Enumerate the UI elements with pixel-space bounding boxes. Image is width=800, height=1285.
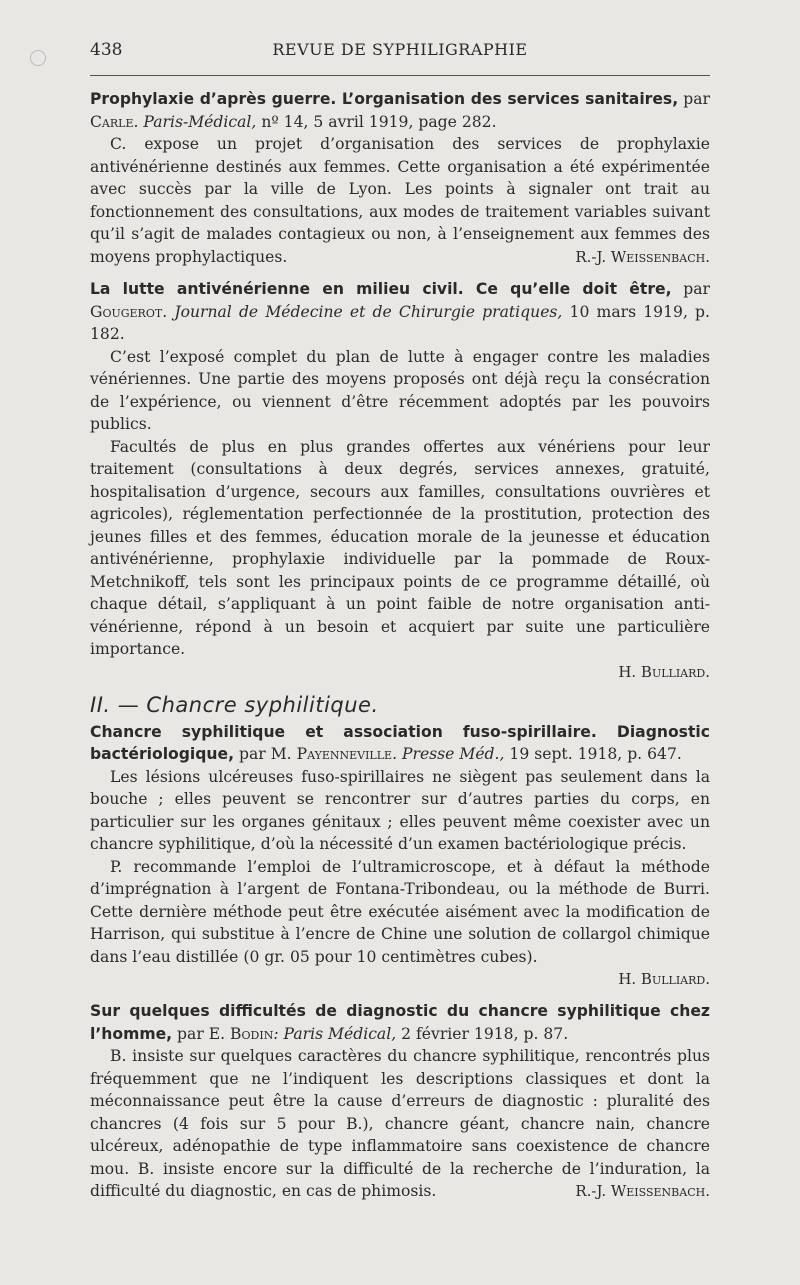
review-entry — [90, 88, 710, 268]
running-title: REVUE DE SYPHILIGRAPHIE — [272, 40, 528, 59]
entry-signature: H. Bulliard. — [618, 662, 710, 681]
entry-paragraph: Les lésions ulcéreuses fuso-spirillaires ne siègent pas seulement dans la bouche ; elles peuvent se rencontrer sur d’autres parties du corps, en particulier sur les organes génitaux ; elles peuvent même coexister avec un chancre syphilitique, d’où la nécessité d’un examen bactériologique précis. — [90, 767, 710, 853]
review-entry — [90, 278, 710, 683]
entry-paragraph: Facultés de plus en plus grandes offertes aux vénériens pour leur traitement (consultations à deux degrés, services annexes, gratuité, hospitalisation d’urgence, secours aux familles, consultations ouvrières et agricoles), réglementation perfectionnée de la prostitution, protection des jeunes filles et des femmes, éducation morale de la jeunesse et éducation antivénérienne, prophylaxie individuelle par la pommade de Roux-Metchnikoff, tels sont les principaux points de ce programme détaillé, où chaque détail, s’appliquant à un point faible de notre organisation anti-vénérienne, répond à un besoin et acquiert par suite une particulière importance. — [90, 437, 710, 658]
entry-by: par — [671, 280, 710, 298]
entry-title: Chancre syphilitique et association fuso-spirillaire. Diagnostic bactériologique, — [90, 722, 710, 763]
entry-by: par E. — [172, 1024, 231, 1043]
entry-citation — [90, 88, 710, 133]
header-rule — [90, 75, 710, 76]
entry-author: Payenneville — [296, 745, 393, 763]
entry-author: Gougerot — [90, 302, 163, 321]
entry-signature: R.-J. Weissenbach. — [575, 1182, 710, 1200]
section-heading: II. — Chancre syphilitique. — [90, 692, 379, 717]
entry-paragraph-text: B. insiste sur quelques caractères du chancre syphilitique, rencontrés plus fréquemment que ne l’indiquent les descriptions classiques et dont la méconnaissance peut être la cause d’erreurs de diagnostic : pluralité des chancres (4 fois sur 5 pour B.), chancre géant, chancre nain, chancre ulcéreux, adénopathie de type inflammatoire sans coexistence de chancre mou. B. insiste encore sur la difficulté de la recherche de l’induration, la difficulté du diagnostic, en cas de phimosis. — [90, 1047, 710, 1200]
entry-signature: R.-J. Weissenbach. — [575, 247, 710, 266]
entry-details: 19 sept. 1918, p. 647. — [504, 745, 682, 763]
entry-paragraph: P. recommande l’emploi de l’ultramicroscope, et à défaut la méthode d’imprégnation à l’argent de Fontana-Tribondeau, ou la méthode de Burri. Cette dernière méthode peut être exécutée aisément avec la modification de Harrison, qui substitue à l’encre de Chine une solution de collargol chimique dans l’eau distillée (0 gr. 05 pour 10 centimètres cubes). — [90, 857, 710, 966]
entry-title: Sur quelques difficultés de diagnostic du chancre syphilitique chez l’homme, — [90, 1002, 710, 1043]
entry-source: : Paris Médical, — [273, 1024, 397, 1043]
entry-details: nº 14, 5 avril 1919, page 282. — [256, 112, 497, 131]
page-number: 438 — [90, 40, 123, 60]
page-header — [90, 40, 710, 64]
entry-paragraph: C’est l’exposé complet du plan de lutte à engager contre les maladies vénériennes. Une partie des moyens proposés ont déjà reçu la consécration de l’expérience, ou viennent d’être récemment adoptés par les pouvoirs publics. — [90, 347, 710, 433]
entry-source: . Paris-Médical, — [133, 112, 257, 131]
review-entry — [90, 1000, 710, 1203]
entry-author: Bodin — [230, 1024, 274, 1043]
entry-paragraph — [90, 1045, 710, 1203]
entry-title: La lutte antivénérienne en milieu civil. Ce qu’elle doit être, — [90, 280, 672, 298]
entry-citation — [90, 721, 710, 766]
entry-source: . Presse Méd., — [392, 745, 505, 763]
entry-by: par M. — [234, 745, 297, 763]
margin-stamp-mark — [30, 50, 46, 66]
entry-citation — [90, 278, 710, 346]
entry-title: Prophylaxie d’après guerre. L’organisation des services sanitaires, — [90, 90, 679, 108]
entry-citation — [90, 1000, 710, 1045]
entry-paragraph-text: C. expose un projet d’organisation des services de prophylaxie antivénérienne destinés aux femmes. Cette organisation a été expérimentée avec succès par la ville de Lyon. Les points à signaler ont trait au fonctionnement des consultations, aux modes de traitement variables suivant qu’il s’agit de malades contagieux ou non, à l’enseignement aux femmes des moyens prophylactiques. — [90, 135, 710, 266]
review-entry — [90, 721, 710, 991]
page-content — [90, 88, 710, 1213]
entry-details: 2 février 1918, p. 87. — [396, 1024, 569, 1043]
entry-signature: H. Bulliard. — [618, 970, 710, 988]
entry-details: 10 mars 1919, p. 182. — [90, 302, 710, 343]
entry-by: par — [678, 90, 710, 108]
entry-author: Carle — [90, 112, 134, 131]
entry-paragraph — [90, 133, 710, 268]
entry-source: . Journal de Médecine et de Chirurgie pratiques, — [162, 302, 563, 321]
